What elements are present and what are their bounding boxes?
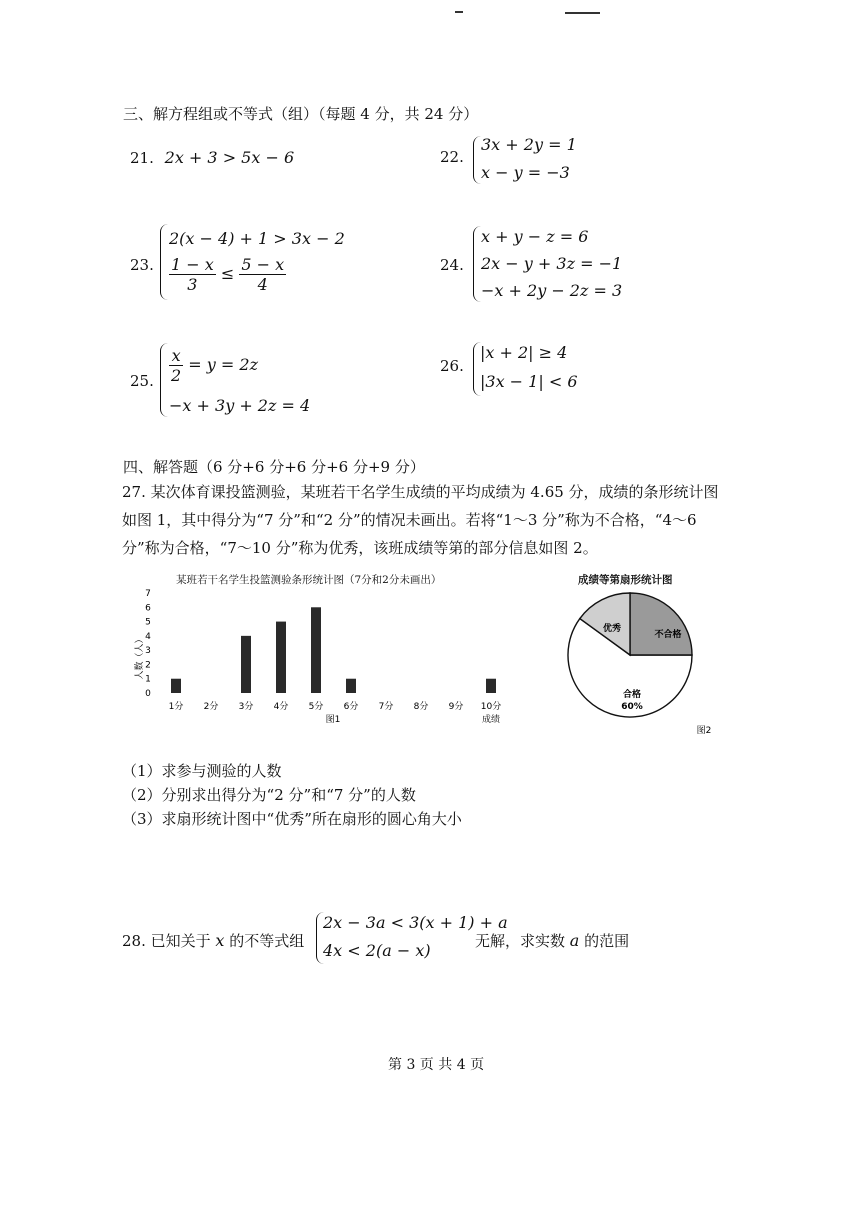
y-tick-label: 6 (145, 603, 151, 614)
q27-line1: 27. 某次体育课投篮测验，某班若干名学生成绩的平均成绩为 4.65 分，成绩的条形统计图 (122, 483, 719, 501)
y-tick-label: 0 (145, 689, 151, 699)
q23-frac1-num: 1 − x (171, 255, 214, 274)
q27-sub1: （1）求参与测验的人数 (122, 762, 282, 780)
x-tick-label: 1分 (168, 702, 184, 712)
bar (276, 622, 286, 693)
q25-frac-num: x (169, 346, 183, 366)
y-tick-label: 5 (145, 617, 151, 628)
q27-line2: 如图 1，其中得分为“7 分”和“2 分”的情况未画出。若将“1～3 分”称为不合格，“4～6 (122, 511, 697, 529)
x-tick-label: 4分 (273, 702, 289, 712)
q21-expr: 2x + 3 > 5x − 6 (164, 148, 295, 167)
q23-frac2-den: 4 (257, 275, 268, 294)
q23-line2 (169, 255, 286, 294)
x-tick-label: 9分 (448, 702, 464, 712)
q24-num: 24. (440, 256, 464, 274)
y-tick-label: 1 (145, 674, 151, 685)
q23-frac1-den: 3 (187, 275, 198, 294)
y-tick-label: 4 (145, 631, 151, 642)
q28-line1: 2x − 3a < 3(x + 1) + a (323, 913, 508, 932)
q28-suffix (475, 930, 629, 951)
q26-line2: |3x − 1| < 6 (480, 372, 578, 391)
q27-line3: 分”称为合格，“7～10 分”称为优秀，该班成绩等第的部分信息如图 2。 (122, 539, 598, 557)
pie-label-pass: 合格 (622, 690, 642, 700)
pie-chart-title: 成绩等第扇形统计图 (578, 574, 673, 586)
q23-frac2-num: 5 − x (241, 255, 285, 274)
scan-mark (455, 11, 463, 13)
scan-mark (565, 12, 600, 14)
bar-chart-title: 某班若干名学生投篮测验条形统计图（7分和2分未画出） (176, 574, 442, 586)
y-tick-label: 2 (145, 660, 151, 671)
x-tick-label: 6分 (343, 702, 359, 712)
q26-line1: |x + 2| ≥ 4 (480, 343, 568, 362)
pie-slice-fail (630, 593, 692, 655)
bar (346, 679, 356, 693)
x-tick-label: 8分 (413, 702, 429, 712)
q22-num: 22. (440, 148, 464, 166)
y-axis-label: 人数（人） (135, 634, 145, 680)
q24-line3: −x + 2y − 2z = 3 (481, 281, 623, 300)
pie-chart (560, 585, 760, 745)
pie-label-fail: 不合格 (654, 630, 682, 640)
q25-frac-den: 2 (171, 366, 182, 385)
q28-suffix-text: 无解，求实数 (475, 932, 566, 950)
bar (171, 679, 181, 693)
q27-sub3: （3）求扇形统计图中“优秀”所在扇形的圆心角大小 (122, 810, 462, 828)
q25-line2: −x + 3y + 2z = 4 (169, 396, 311, 415)
q27-sub2: （2）分别求出得分为“2 分”和“7 分”的人数 (122, 786, 416, 804)
q23-rel: ≤ (220, 264, 235, 283)
bar-chart (130, 585, 520, 735)
q28-var2: a (569, 931, 580, 950)
pie-value-pass: 60% (621, 702, 643, 712)
x-tick-label: 3分 (238, 702, 254, 712)
x-axis-label: 成绩 (481, 715, 501, 725)
q25-line1 (169, 346, 258, 385)
q25-num: 25. (130, 372, 154, 390)
q28-prefix-text: 28. 已知关于 (122, 932, 211, 950)
pie-label-excellent: 优秀 (602, 624, 622, 634)
bar (311, 607, 321, 693)
figure-caption: 图2 (696, 726, 712, 736)
q21-num: 21. (130, 149, 154, 167)
q26-num: 26. (440, 357, 464, 375)
page-footer: 第 3 页 共 4 页 (388, 1057, 485, 1073)
y-tick-label: 7 (145, 589, 151, 599)
q28-suffix2: 的范围 (584, 932, 630, 950)
x-tick-label: 2分 (203, 702, 219, 712)
q23-line1: 2(x − 4) + 1 > 3x − 2 (169, 229, 345, 248)
figure-caption: 图1 (325, 715, 341, 725)
q28-line2: 4x < 2(a − x) (323, 941, 431, 960)
q22-line1: 3x + 2y = 1 (481, 135, 577, 154)
x-tick-label: 5分 (308, 702, 324, 712)
x-tick-label: 7分 (378, 702, 394, 712)
q24-line2: 2x − y + 3z = −1 (481, 254, 623, 273)
y-tick-label: 3 (145, 646, 151, 657)
x-tick-label: 10分 (480, 702, 502, 712)
q28-prefix (122, 930, 304, 951)
q21 (130, 148, 294, 167)
bar (241, 636, 251, 693)
section3-title: 三、解方程组或不等式（组）（每题 4 分，共 24 分） (123, 105, 479, 123)
q28-var: x (215, 931, 225, 950)
q25-line1-rest: = y = 2z (188, 355, 258, 374)
section4-title: 四、解答题（6 分+6 分+6 分+6 分+9 分） (123, 458, 425, 476)
bar (486, 679, 496, 693)
q28-mid: 的不等式组 (229, 932, 305, 950)
q23-num: 23. (130, 256, 154, 274)
q24-line1: x + y − z = 6 (481, 227, 589, 246)
q22-line2: x − y = −3 (481, 163, 570, 182)
